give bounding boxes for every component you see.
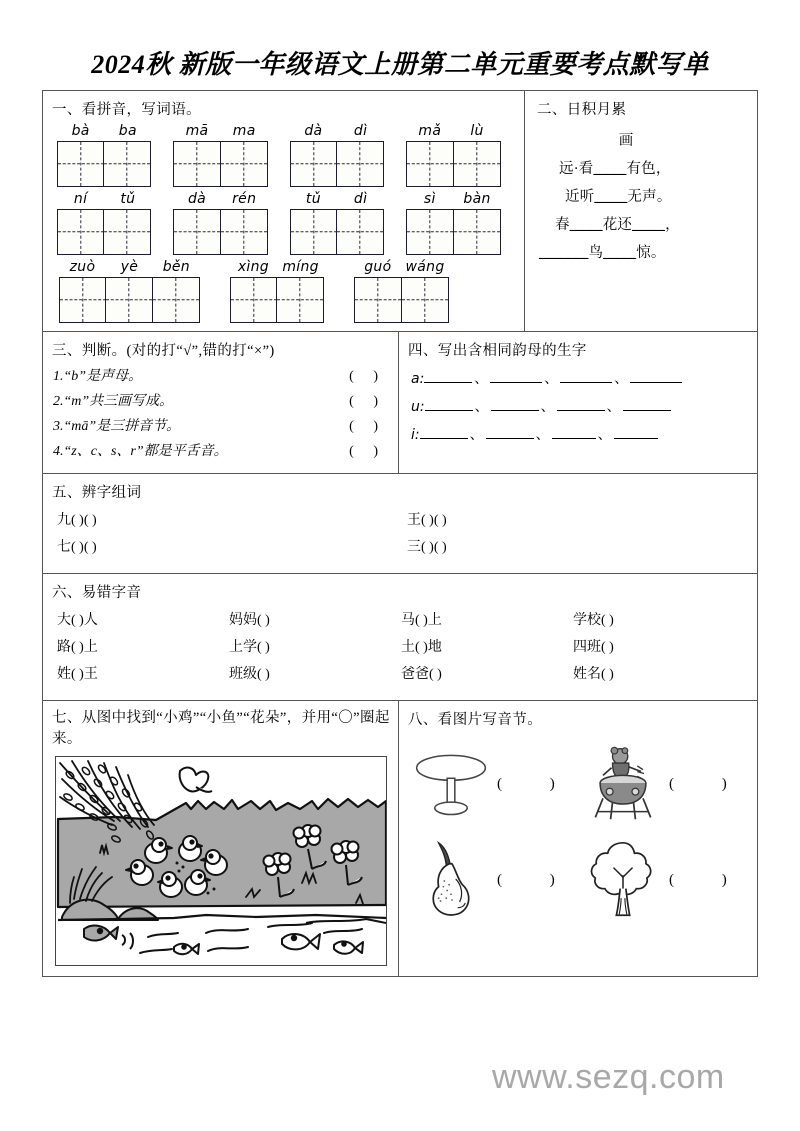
- worksheet-table: [42, 90, 758, 977]
- pinyin-syllable: ba: [118, 123, 137, 139]
- bianzi-char: 三: [407, 540, 421, 555]
- yicuo-row: [43, 636, 757, 656]
- worksheet-row-2: [43, 332, 757, 474]
- separator: 、: [469, 428, 484, 443]
- bianzi-item[interactable]: [57, 509, 407, 529]
- poem-line: [533, 185, 749, 206]
- bianzi-char: 九: [57, 513, 71, 528]
- tianzige-cell[interactable]: [336, 141, 384, 187]
- item-text: “b”是声母。: [63, 369, 143, 384]
- yunmu-blank[interactable]: [486, 438, 534, 439]
- pinyin-labels: [173, 123, 267, 139]
- answer-paren[interactable]: ( ): [349, 444, 386, 459]
- site-watermark: www.sezq.com: [492, 1058, 725, 1096]
- poem-line: [533, 213, 749, 234]
- worksheet-row-5: [43, 701, 757, 976]
- yunmu-row: [411, 424, 757, 444]
- bianzi-parens: ( )( ): [71, 513, 97, 528]
- yunmu-blank[interactable]: [623, 410, 671, 411]
- pinyin-syllable: dà: [187, 191, 207, 207]
- yicuo-row: [43, 663, 757, 683]
- picture-item: [577, 832, 749, 928]
- section-2-rijiyuelei: [525, 91, 757, 331]
- tianzige-set: [230, 277, 324, 323]
- separator: 、: [544, 372, 559, 387]
- yicuo-row: [43, 609, 757, 629]
- pinyin-labels: [406, 191, 500, 207]
- pinyin-syllable: mǎ: [418, 123, 442, 139]
- bianzi-char: 王: [407, 513, 421, 528]
- pinyin-syllable: guó: [364, 259, 392, 275]
- tianzige-set: [59, 277, 200, 323]
- poem-blank[interactable]: ____: [569, 217, 603, 233]
- pinyin-group: [406, 123, 500, 187]
- tianzige-set: [406, 209, 500, 255]
- tianzige-cell[interactable]: [276, 277, 324, 323]
- yunmu-blank[interactable]: [490, 382, 542, 383]
- tianzige-cell[interactable]: [290, 141, 338, 187]
- tianzige-cell[interactable]: [230, 277, 278, 323]
- tianzige-set: [173, 141, 267, 187]
- pinyin-labels: [406, 123, 500, 139]
- pinyin-labels: [230, 259, 324, 275]
- pinyin-syllable: mā: [185, 123, 209, 139]
- tianzige-set: [290, 141, 384, 187]
- pinyin-group: [59, 259, 200, 323]
- pinyin-syllable: xìng: [237, 259, 269, 275]
- yicuo-item[interactable]: 姓名( ): [573, 667, 614, 682]
- round-table-icon: [405, 738, 497, 830]
- yicuo-item[interactable]: 土( )地: [401, 640, 442, 655]
- pinyin-labels: [57, 191, 151, 207]
- tianzige-cell[interactable]: [173, 209, 221, 255]
- worksheet-row-4: [43, 574, 757, 701]
- yicuo-item[interactable]: 马( )上: [401, 613, 442, 628]
- bianzi-char: 七: [57, 540, 71, 555]
- bianzi-parens: ( )( ): [421, 513, 447, 528]
- tianzige-cell[interactable]: [220, 209, 268, 255]
- pinyin-group: [354, 259, 448, 323]
- pinyin-labels: [290, 191, 384, 207]
- pinyin-syllable: bàn: [463, 191, 491, 207]
- pinyin-syllable: tǔ: [305, 191, 321, 207]
- separator: 、: [535, 428, 550, 443]
- yunmu-label: a:: [411, 371, 425, 387]
- pinyin-syllable: zuò: [69, 259, 96, 275]
- pinyin-group: [230, 259, 324, 323]
- tianzige-cell[interactable]: [173, 141, 221, 187]
- separator: 、: [614, 372, 629, 387]
- pinyin-syllable: ma: [232, 123, 256, 139]
- separator: 、: [597, 428, 612, 443]
- item-number: 1.: [53, 369, 64, 384]
- pinyin-group: [57, 191, 151, 255]
- poem-punct: 。: [656, 189, 672, 205]
- pinyin-syllable: lù: [470, 123, 484, 139]
- yicuo-item[interactable]: 上学( ): [229, 640, 270, 655]
- picture-item: [577, 736, 749, 832]
- tianzige-cell[interactable]: [103, 141, 151, 187]
- scene-illustration[interactable]: [55, 756, 387, 966]
- poem-blank[interactable]: ____: [594, 189, 628, 205]
- poem-text: 有色: [626, 161, 656, 177]
- poem-blank[interactable]: ____: [593, 161, 627, 177]
- yunmu-row: [411, 368, 757, 388]
- tianzige-cell[interactable]: [59, 277, 107, 323]
- item-text: “m”共三画写成。: [63, 394, 174, 409]
- scene-svg: [56, 757, 387, 966]
- answer-paren[interactable]: ( ): [669, 871, 749, 888]
- bianzi-item[interactable]: [57, 536, 407, 556]
- tianzige-cell[interactable]: [453, 141, 501, 187]
- tianzige-cell[interactable]: [105, 277, 153, 323]
- worksheet-row-1: [43, 91, 757, 332]
- pinyin-group: [57, 123, 151, 187]
- round-table-svg: [410, 743, 492, 825]
- section-2-title: 二、日积月累: [537, 102, 627, 118]
- tianzige-cell[interactable]: [103, 209, 151, 255]
- tianzige-cell[interactable]: [453, 209, 501, 255]
- yicuo-item[interactable]: 学校( ): [573, 613, 614, 628]
- section-4-yunmu: [399, 332, 757, 473]
- pinyin-group: [173, 191, 267, 255]
- worksheet-row-3: [43, 474, 757, 574]
- section-3-title: 三、判断。(对的打“√”,错的打“×”): [52, 343, 275, 359]
- pinyin-syllable: wáng: [405, 259, 445, 275]
- pinyin-syllable: tǔ: [120, 191, 136, 207]
- pear-icon: [405, 834, 497, 926]
- answer-paren[interactable]: ( ): [669, 775, 749, 792]
- pinyin-labels: [57, 123, 151, 139]
- item-number: 2.: [53, 394, 64, 409]
- yicuo-item[interactable]: 妈妈( ): [229, 613, 270, 628]
- yicuo-item[interactable]: 班级( ): [229, 667, 270, 682]
- section-3-panduan: [43, 332, 399, 473]
- poem-blank[interactable]: ______: [539, 245, 589, 261]
- answer-paren[interactable]: ( ): [349, 369, 386, 384]
- yunmu-blank[interactable]: [425, 410, 473, 411]
- picture-grid: [399, 732, 757, 928]
- yunmu-label: u:: [411, 399, 425, 415]
- drum-with-child-icon: [577, 738, 669, 830]
- tianzige-cell[interactable]: [220, 141, 268, 187]
- judge-item: [53, 365, 398, 385]
- poem-text: 春: [555, 217, 570, 233]
- tianzige-set: [406, 141, 500, 187]
- judge-item: [53, 390, 398, 410]
- answer-paren[interactable]: ( ): [349, 394, 386, 409]
- yicuo-item[interactable]: 爸爸( ): [401, 667, 442, 682]
- pinyin-row: [43, 191, 524, 255]
- separator: 、: [474, 372, 489, 387]
- pinyin-group: [173, 123, 267, 187]
- tree-svg: [582, 839, 664, 921]
- yicuo-item[interactable]: 路( )上: [57, 640, 98, 655]
- section-5-title: 五、辨字组词: [52, 485, 142, 501]
- yunmu-blank[interactable]: [552, 438, 596, 439]
- tianzige-cell[interactable]: [354, 277, 402, 323]
- tianzige-cell[interactable]: [406, 141, 454, 187]
- section-6-yicuoziyin: [43, 574, 757, 700]
- bianzi-parens: ( )( ): [71, 540, 97, 555]
- separator: 、: [540, 400, 555, 415]
- pinyin-syllable: rén: [232, 191, 257, 207]
- tianzige-cell[interactable]: [336, 209, 384, 255]
- picture-item: [405, 736, 577, 832]
- yunmu-blank[interactable]: [557, 410, 605, 411]
- tree-icon: [577, 834, 669, 926]
- item-number: 3.: [53, 419, 64, 434]
- pinyin-syllable: dì: [353, 123, 368, 139]
- pinyin-row: [43, 259, 524, 323]
- pinyin-group: [406, 191, 500, 255]
- pinyin-syllable: dà: [304, 123, 323, 139]
- pinyin-labels: [173, 191, 267, 207]
- yunmu-blank[interactable]: [424, 382, 472, 383]
- yunmu-blank[interactable]: [614, 438, 658, 439]
- poem-title: 画: [618, 133, 634, 149]
- section-7-title: 七、从图中找到“小鸡”“小鱼”“花朵”，并用“〇”圈起来。: [52, 710, 390, 748]
- answer-paren[interactable]: ( ): [497, 871, 577, 888]
- pinyin-syllable: bà: [71, 123, 90, 139]
- yunmu-label: i:: [411, 427, 420, 443]
- yicuo-item[interactable]: 四班( ): [573, 640, 614, 655]
- pinyin-syllable: míng: [282, 259, 319, 275]
- judge-item: [53, 440, 398, 460]
- poem-line: [533, 241, 749, 262]
- section-8-title: 八、看图片写音节。: [408, 712, 543, 728]
- pinyin-syllable: ní: [73, 191, 88, 207]
- pinyin-syllable: běn: [162, 259, 190, 275]
- drum-svg: [582, 743, 664, 825]
- poem-text: 花还: [602, 217, 633, 233]
- pinyin-syllable: yè: [120, 259, 139, 275]
- pinyin-group: [290, 191, 384, 255]
- poem-line: [533, 157, 749, 178]
- pinyin-syllable: sì: [423, 191, 436, 207]
- separator: 、: [606, 400, 621, 415]
- poem-text: 无声: [627, 189, 657, 205]
- tianzige-cell[interactable]: [57, 141, 105, 187]
- pinyin-labels: [354, 259, 448, 275]
- tianzige-cell[interactable]: [401, 277, 449, 323]
- yicuo-item[interactable]: 姓( )王: [57, 667, 98, 682]
- poem-punct: ，: [655, 161, 671, 177]
- tianzige-set: [354, 277, 448, 323]
- tianzige-cell[interactable]: [406, 209, 454, 255]
- poem-punct: ，: [665, 217, 680, 233]
- page-title: 2024秋 新版一年级语文上册第二单元重要考点默写单: [91, 50, 709, 79]
- item-number: 4.: [53, 444, 64, 459]
- answer-paren[interactable]: ( ): [349, 419, 386, 434]
- poem-punct: 惊。: [636, 245, 666, 261]
- tianzige-cell[interactable]: [290, 209, 338, 255]
- pinyin-syllable: dì: [353, 191, 368, 207]
- section-5-bianzizuci: [43, 474, 757, 573]
- tianzige-cell[interactable]: [152, 277, 200, 323]
- tianzige-cell[interactable]: [57, 209, 105, 255]
- item-text: “mā”是三拼音节。: [63, 419, 181, 434]
- bianzi-item[interactable]: [407, 509, 757, 529]
- bianzi-row: [43, 509, 757, 529]
- poem-blank[interactable]: ____: [603, 245, 637, 261]
- pinyin-labels: [59, 259, 200, 275]
- section-8-picturesyllables: [399, 701, 757, 976]
- pinyin-labels: [290, 123, 384, 139]
- judge-item: [53, 415, 398, 435]
- tianzige-set: [57, 141, 151, 187]
- bianzi-parens: ( )( ): [421, 540, 447, 555]
- tianzige-set: [290, 209, 384, 255]
- section-6-title: 六、易错字音: [52, 585, 142, 601]
- answer-paren[interactable]: ( ): [497, 775, 577, 792]
- section-7-findinpicture: [43, 701, 399, 976]
- yunmu-blank[interactable]: [630, 382, 682, 383]
- section-4-title: 四、写出含相同韵母的生字: [408, 343, 587, 359]
- yunmu-blank[interactable]: [420, 438, 468, 439]
- section-1-title: 一、看拼音，写词语。: [52, 102, 201, 118]
- yunmu-blank[interactable]: [491, 410, 539, 411]
- poem-text: 远·看: [559, 161, 594, 177]
- poem-blank[interactable]: ____: [632, 217, 666, 233]
- tianzige-set: [57, 209, 151, 255]
- tianzige-set: [173, 209, 267, 255]
- yicuo-item[interactable]: 大( )人: [57, 613, 98, 628]
- bianzi-item[interactable]: [407, 536, 757, 556]
- picture-item: [405, 832, 577, 928]
- pinyin-group: [290, 123, 384, 187]
- poem-text: 鸟: [588, 245, 604, 261]
- pear-svg: [410, 839, 492, 921]
- yunmu-row: [411, 396, 757, 416]
- bianzi-row: [43, 536, 757, 556]
- item-text: “z、c、s、r”都是平舌音。: [63, 444, 228, 459]
- yunmu-blank[interactable]: [560, 382, 612, 383]
- section-1-kanpinyin: [43, 91, 525, 331]
- pinyin-row: [43, 123, 524, 187]
- poem-text: 近听: [565, 189, 595, 205]
- separator: 、: [474, 400, 489, 415]
